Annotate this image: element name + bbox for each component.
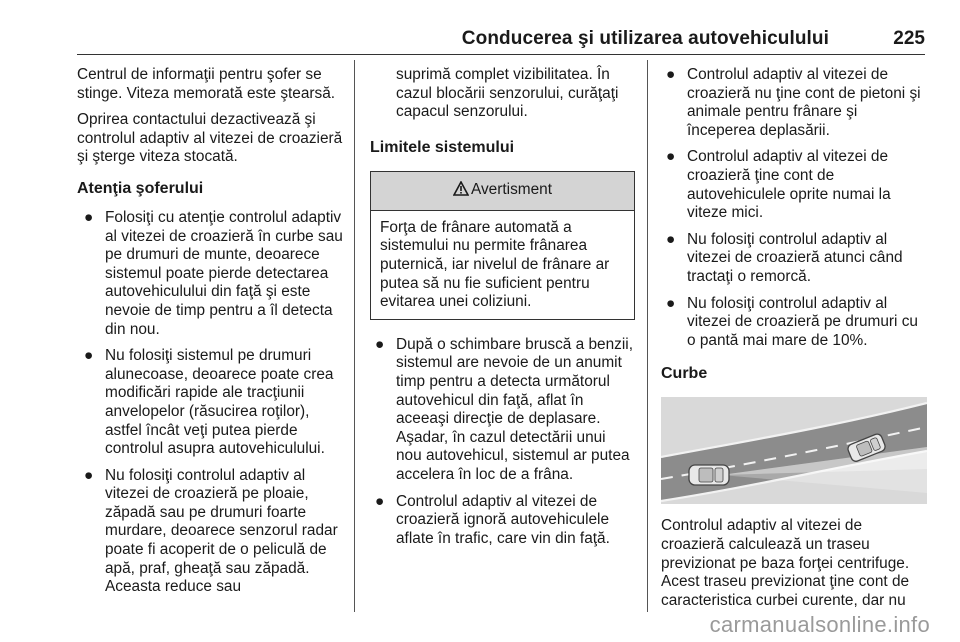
warning-title: Avertisment — [471, 181, 552, 199]
list-item-text: După o schimbare bruscă a benzii, sistemul are nevoie de un anumit timp pentru a detecta următorul autovehicul din faţă, aflat în aceeaşi direcţie de deplasare. Aşadar, în cazul detectării unui nou autovehicul, sistemul ar putea accelera în loc de a frâna. — [396, 335, 633, 483]
list-item — [661, 66, 927, 140]
warning-text: Forţa de frânare automată a sistemului nu permite frânarea puternică, iar nivelul de frânare ar putea să nu fie suficient pentru evitarea unei coliziuni. — [380, 218, 610, 311]
column-3 — [661, 66, 927, 618]
list-item — [77, 347, 345, 459]
bullet-icon: ● — [666, 148, 676, 166]
curve-illustration — [661, 397, 927, 504]
column-divider-2 — [647, 60, 648, 612]
list-item — [77, 209, 345, 339]
list-item-text: Controlul adaptiv al vitezei de croazieră ţine cont de autovehiculele oprite numai la viteze mici. — [687, 148, 891, 222]
bullet-icon: ● — [84, 208, 94, 226]
bullet-icon: ● — [666, 66, 676, 83]
heading-driver-attention: Atenţia şoferului — [77, 179, 204, 197]
watermark: carmanualsonline.info — [709, 612, 930, 637]
bullet-icon: ● — [666, 230, 676, 248]
list-item — [661, 295, 927, 351]
paragraph-continuation: suprimă complet vizibilitatea. În cazul blocării senzorului, curăţaţi capacul senzorului. — [396, 66, 619, 121]
list-item-text: Controlul adaptiv al vitezei de croazieră ignoră autovehiculele aflate în trafic, care vin din faţă. — [396, 492, 610, 547]
list-item-text: Folosiţi cu atenţie controlul adaptiv al vitezei de croazieră în curbe sau pe drumuri de munte, deoarece sistemul poate pierde detectarea autovehiculului din faţă şi este nevoie de timp pentru a îl detecta din nou. — [105, 208, 343, 338]
list-item-text: Nu folosiţi sistemul pe drumuri alunecoase, deoarece poate crea modificări rapide ale tracţiunii anvelopelor (răsucirea roţilor), astfel încât veţi putea pierde controlul asupra autovehiculului. — [105, 347, 334, 458]
bullet-icon: ● — [84, 347, 94, 365]
bullet-icon: ● — [84, 466, 94, 484]
warning-header — [371, 172, 634, 211]
list-item-text: Nu folosiţi controlul adaptiv al vitezei de croazieră atunci când tractaţi o remorcă. — [687, 230, 903, 285]
warning-triangle-icon — [453, 181, 469, 200]
list-item-text: Controlul adaptiv al vitezei de croazieră nu ţine cont de pietoni şi animale pentru frânare şi începerea deplasării. — [687, 66, 921, 139]
bullet-icon: ● — [375, 335, 385, 353]
paragraph-ignition-off: Oprirea contactului dezactivează şi controlul adaptiv al vitezei de croazieră şi şterge viteza stocată. — [77, 111, 343, 166]
bullet-list-limits — [370, 336, 635, 549]
list-item — [661, 231, 927, 287]
list-item — [370, 336, 635, 485]
list-item — [370, 493, 635, 549]
bullet-list-attention — [77, 209, 345, 597]
paragraph-curves: Controlul adaptiv al vitezei de croazieră calculează un traseu previzionat pe baza forţei centrifuge. Acest traseu previzionat ţine cont de caracteristica curbei curente, dar nu — [661, 517, 910, 609]
bullet-icon: ● — [666, 294, 676, 312]
heading-curves: Curbe — [661, 365, 708, 383]
page-number: 225 — [893, 28, 925, 49]
ego-car-icon — [689, 465, 729, 485]
page-title: Conducerea şi utilizarea autovehiculului — [461, 28, 829, 49]
list-item — [77, 467, 345, 597]
list-item-text: Nu folosiţi controlul adaptiv al vitezei de croazieră pe ploaie, zăpadă sau pe drumuri foarte murdare, deoarece senzorul radar poate fi acoperit de o peliculă de apă, praf, gheaţă sau zăpadă. Aceasta reduce sau — [105, 466, 338, 596]
column-2 — [370, 66, 635, 556]
column-1 — [77, 66, 345, 605]
list-item — [661, 148, 927, 222]
bullet-icon: ● — [375, 492, 385, 510]
heading-system-limits: Limitele sistemului — [370, 138, 515, 156]
warning-box — [370, 171, 635, 320]
column-divider-1 — [354, 60, 355, 612]
bullet-list-limits-continued — [661, 66, 927, 350]
list-item-text: Nu folosiţi controlul adaptiv al vitezei de croazieră pe drumuri cu o pantă mai mare de 10%. — [687, 294, 918, 349]
paragraph-speed-cleared: Centrul de informaţii pentru şofer se stinge. Viteza memorată este ştearsă. — [77, 66, 336, 102]
page-header — [77, 26, 925, 55]
